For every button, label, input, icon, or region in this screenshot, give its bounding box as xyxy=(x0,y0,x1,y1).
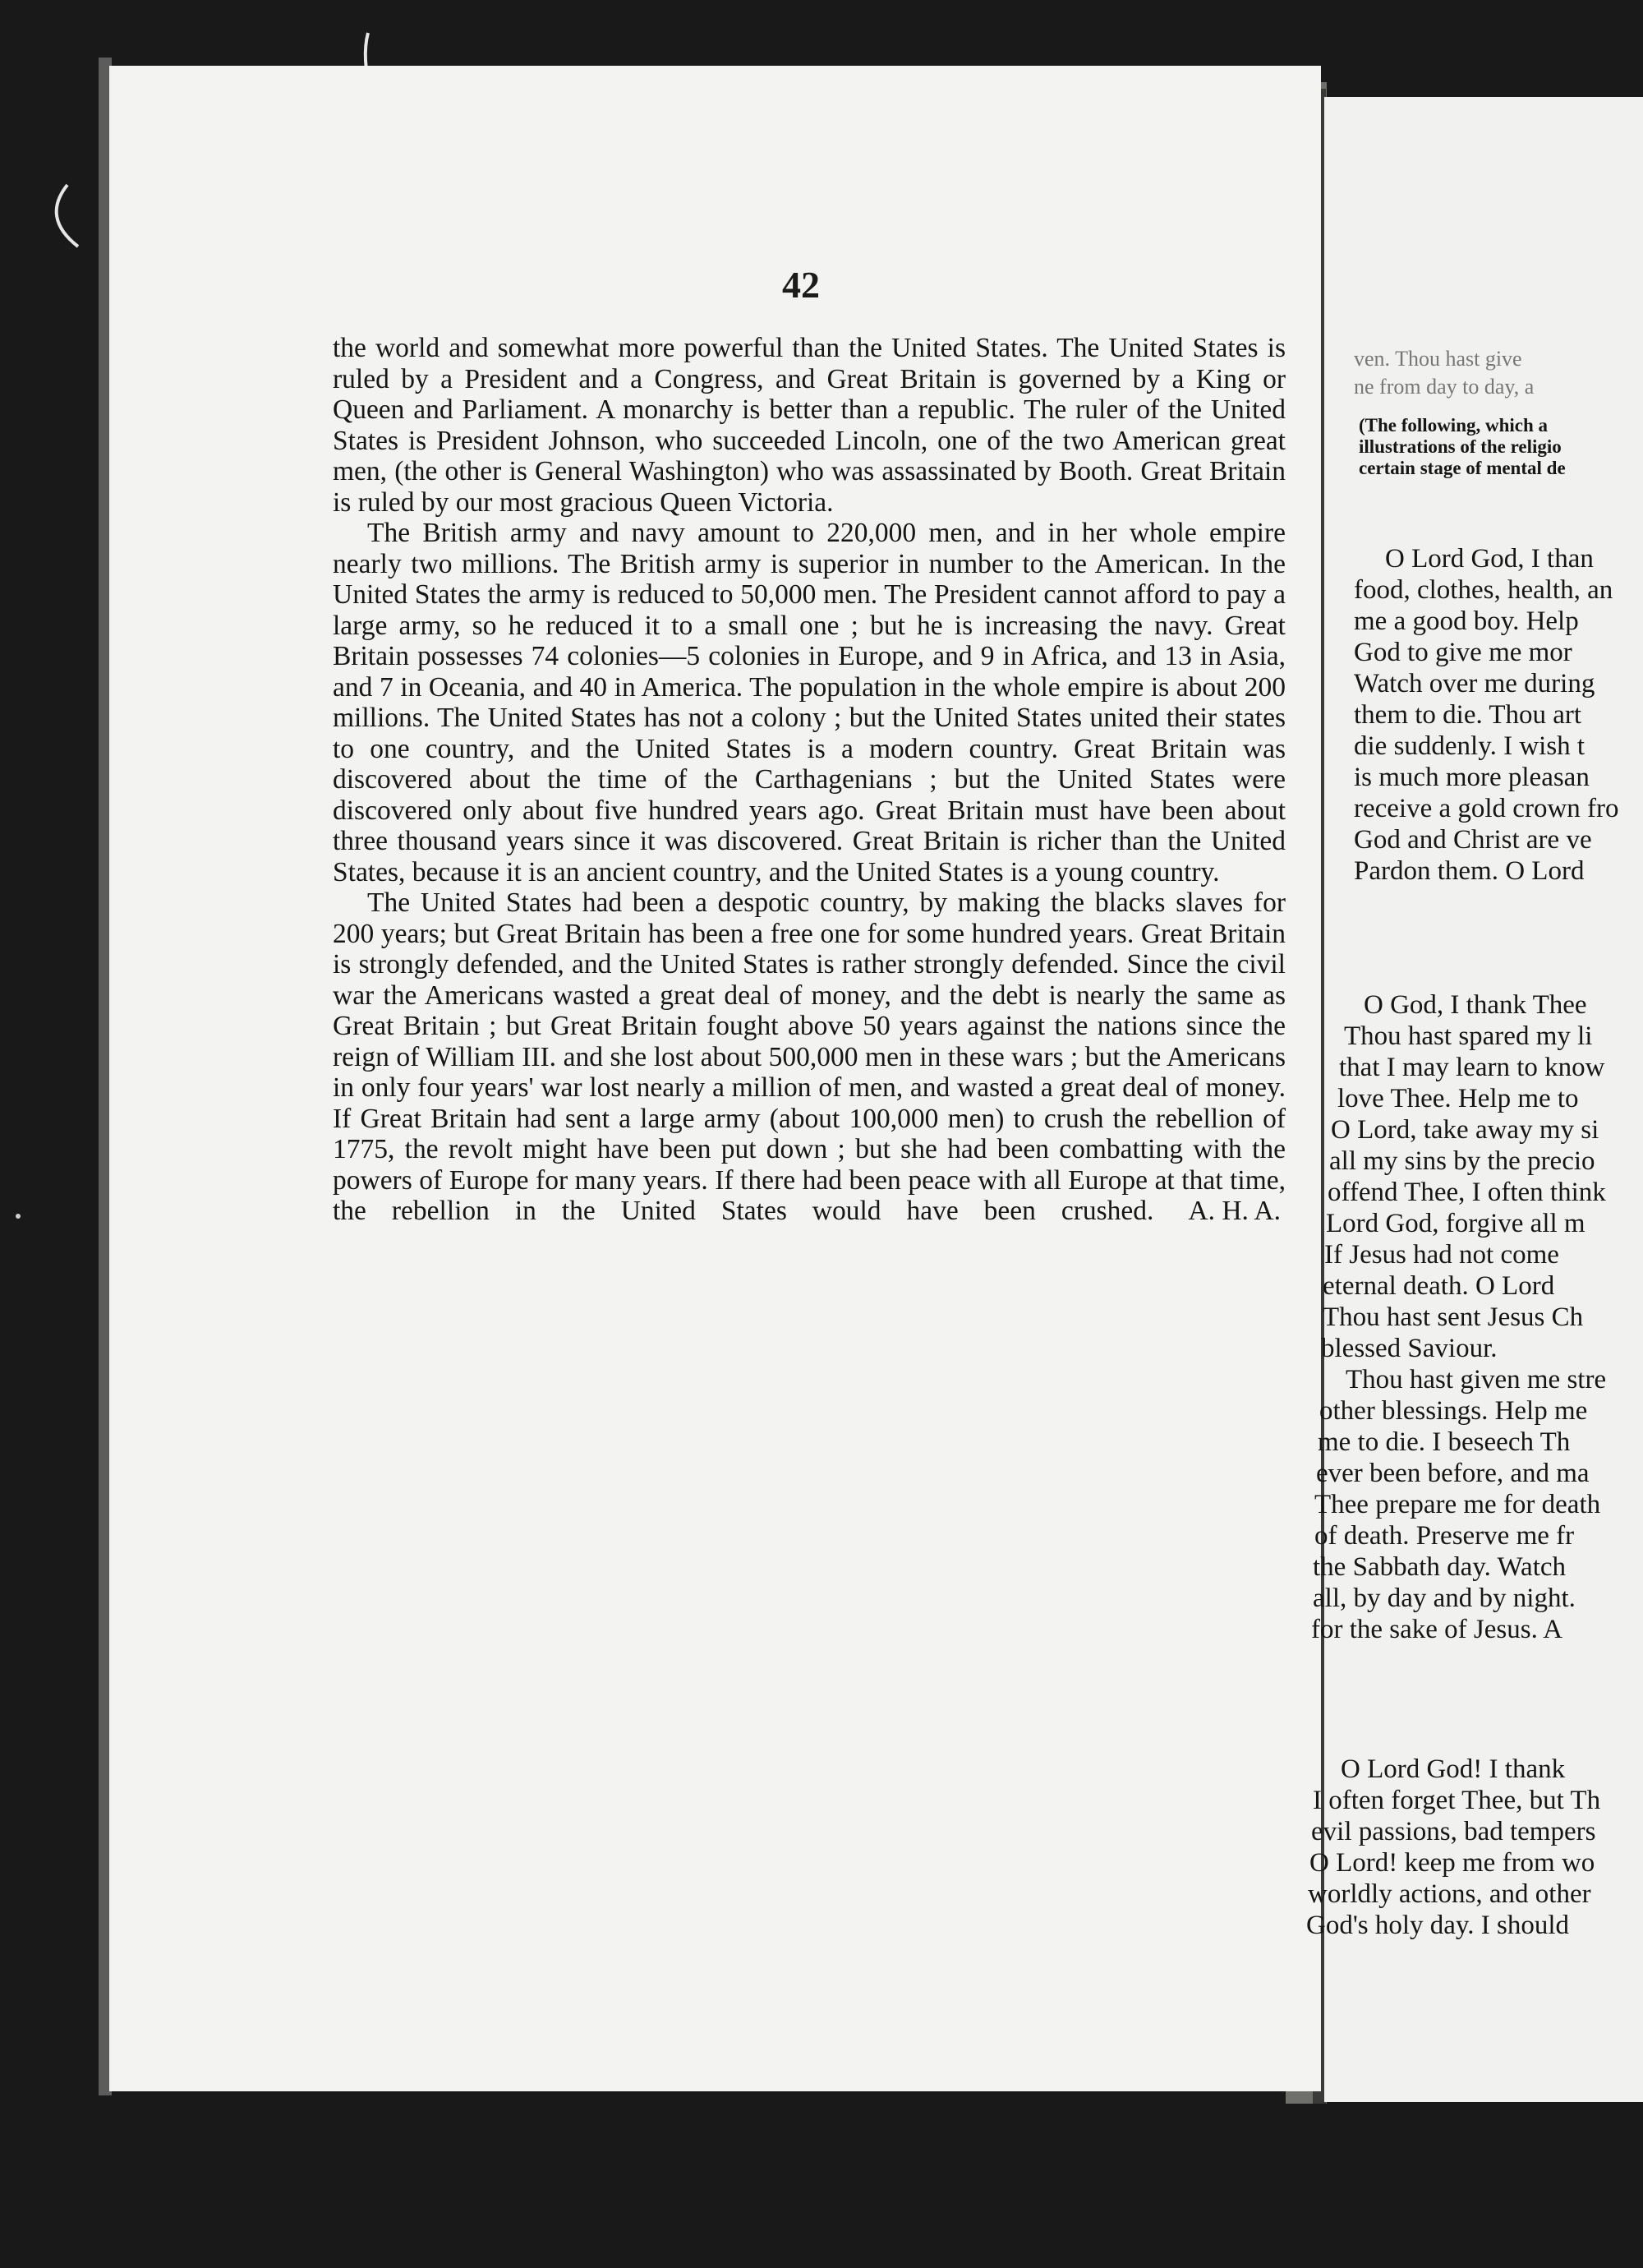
note-line: illustrations of the religio xyxy=(1359,436,1562,457)
prayer-line: Thou hast sent Jesus Ch xyxy=(1323,1302,1584,1332)
prayer-line: O Lord! keep me from wo xyxy=(1309,1848,1595,1878)
prayer-line: is much more pleasan xyxy=(1354,763,1590,792)
prayer-line: O Lord, take away my si xyxy=(1331,1115,1599,1145)
paragraph-text: The United States had been a despotic country, by making the blacks slaves for 200 years; but Great Britain has been a free one for some hundred years. Great Britain is strongly defended, and the United States is rather strongly defended. Since the civil war the Americans wasted a great deal of money, and the debt is nearly the same as Great Britain ; but Great Britain fought above 50 years against the nations since the reign of William III. and she lost about 500,000 men in these wars ; but the Americans in only four years' war lost nearly a million of men, and wasted a great deal of money. If Great Britain had sent a large army (about 100,000 men) to crush the rebellion of 1775, the revolt might have been put down ; but she had been combatting with the powers of Europe for many years. If there had been peace with all Europe at that time, the rebellion in the United States would have been crushed. xyxy=(333,887,1286,1226)
prayer-line: God's holy day. I should xyxy=(1306,1911,1570,1940)
prayer-line: If Jesus had not come xyxy=(1324,1240,1559,1270)
prayer-line: food, clothes, health, an xyxy=(1354,575,1613,605)
prayer-line: blessed Saviour. xyxy=(1321,1334,1498,1363)
prayer-line: O Lord God, I than xyxy=(1385,544,1594,574)
prayer-line: eternal death. O Lord xyxy=(1323,1271,1555,1301)
prayer-line: me a good boy. Help xyxy=(1354,606,1579,636)
prayer-line: all my sins by the precio xyxy=(1329,1146,1595,1176)
paragraph: the world and somewhat more powerful than the United States. The United States is ruled by a President and a Congress, and Great Britain is governed by a King or Queen and Parliament. A monarchy is better than a republic. The ruler of the United States is President Johnson, who succeeded Lincoln, one of the two American great men, (the other is General Washington) who was assassinated by Booth. Great Britain is ruled by our most gracious Queen Victoria. xyxy=(333,333,1286,518)
prayer-line: worldly actions, and other xyxy=(1308,1879,1591,1909)
prayer-line: other blessings. Help me xyxy=(1319,1396,1588,1426)
prayer-line: love Thee. Help me to xyxy=(1337,1084,1579,1113)
prayer-line: Thou hast spared my li xyxy=(1344,1021,1593,1051)
paragraph: The British army and navy amount to 220,000 men, and in her whole empire nearly two millions. The British army is superior in number to the American. In the United States the army is reduced to 50,000 men. The President cannot afford to pay a large army, so he reduced it to a small one ; but he is increasing the navy. Great Britain possesses 74 colonies—5 colonies in Europe, and 9 in Africa, and 13 in Asia, and 7 in Oceania, and 40 in America. The population in the whole empire is about 200 millions. The United States has not a colony ; but the United States united their states to one country, and the United States is a modern country. Great Britain was discovered about the time of the Carthagenians ; but the United States were discovered only about five hundred years ago. Great Britain must have been about three thousand years since it was discovered. Great Britain is richer than the United States, because it is an ancient country, and the United States is a young country. xyxy=(333,518,1286,887)
prayer-line: for the sake of Jesus. A xyxy=(1311,1615,1563,1644)
prayer-line: that I may learn to know xyxy=(1339,1053,1605,1082)
prayer-line: of death. Preserve me fr xyxy=(1314,1521,1575,1551)
prayer-line: I often forget Thee, but Th xyxy=(1313,1786,1601,1815)
prayer-line: God and Christ are ve xyxy=(1354,825,1592,855)
prayer-line: evil passions, bad tempers xyxy=(1311,1817,1596,1846)
prayer-line: ever been before, and ma xyxy=(1316,1459,1590,1488)
prayer-line: me to die. I beseech Th xyxy=(1318,1427,1571,1457)
prayer-line: Watch over me during xyxy=(1354,669,1595,698)
prayer-line: the Sabbath day. Watch xyxy=(1313,1552,1567,1582)
prayer-line: Lord God, forgive all m xyxy=(1326,1209,1585,1238)
bleed-through-line: ven. Thou hast give xyxy=(1354,347,1522,371)
prayer-line: O God, I thank Thee xyxy=(1364,990,1587,1020)
prayer-line: them to die. Thou art xyxy=(1354,700,1582,730)
note-line: certain stage of mental de xyxy=(1359,458,1566,478)
prayer-line: Thee prepare me for death xyxy=(1314,1490,1601,1519)
bleed-through-line: ne from day to day, a xyxy=(1354,375,1535,399)
prayer-line: Thou hast given me stre xyxy=(1346,1365,1607,1394)
author-initials: A. H. A. xyxy=(1188,1196,1281,1226)
paragraph xyxy=(333,887,1286,1257)
prayer-line: God to give me mor xyxy=(1354,638,1572,667)
prayer-line: Pardon them. O Lord xyxy=(1354,856,1585,886)
prayer-line: O Lord God! I thank xyxy=(1341,1754,1566,1784)
prayer-line: die suddenly. I wish t xyxy=(1354,731,1585,761)
prayer-line: receive a gold crown fro xyxy=(1354,794,1619,823)
prayer-line: all, by day and by night. xyxy=(1313,1583,1576,1613)
note-line: (The following, which a xyxy=(1359,415,1549,436)
essay-body xyxy=(333,333,1286,1257)
prayer-line: offend Thee, I often think xyxy=(1328,1178,1606,1207)
page-number: 42 xyxy=(782,264,820,306)
